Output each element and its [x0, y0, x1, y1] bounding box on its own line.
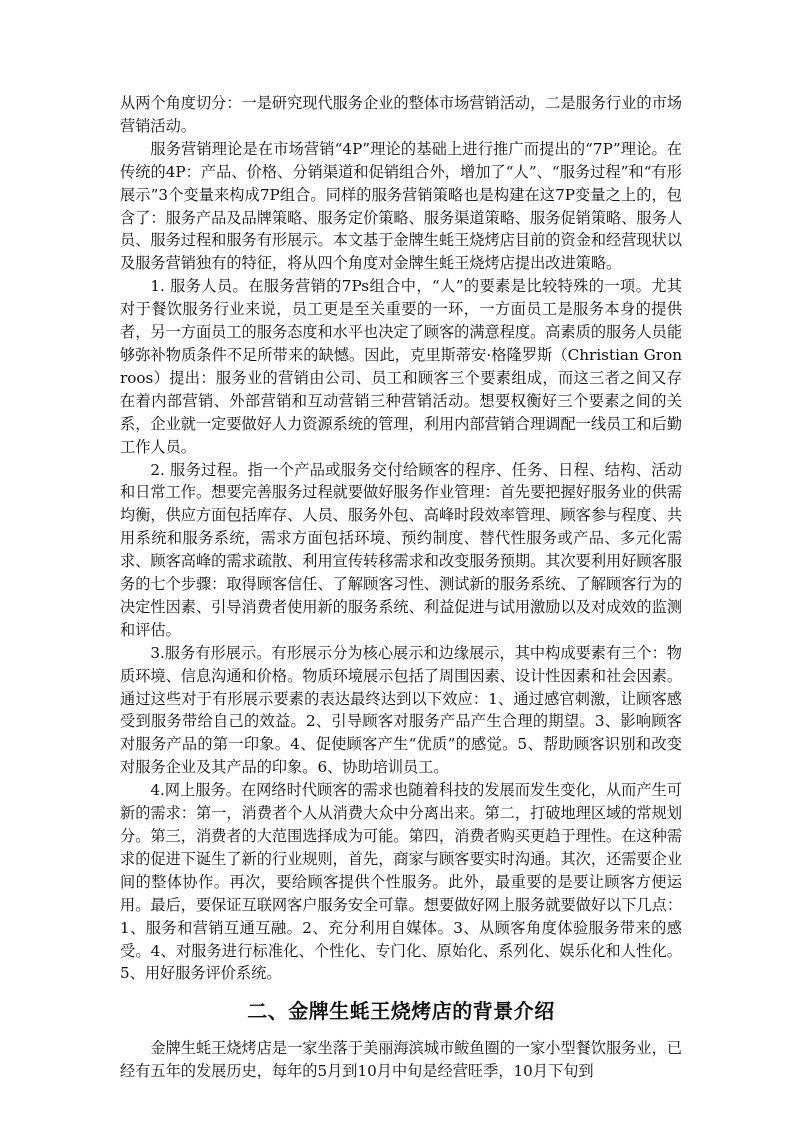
- paragraph-background-intro: 金牌生蚝王烧烤店是一家坐落于美丽海滨城市鲅鱼圈的一家小型餐饮服务业，已经有五年的发展历史，每年的5月到10月中旬是经营旺季，10月下旬到: [120, 1039, 682, 1081]
- section-heading: 二、金牌生蚝王烧烤店的背景介绍: [247, 999, 555, 1024]
- paragraph-online-service: 4.网上服务。在网络时代顾客的需求也随着科技的发展而发生变化，从而产生可新的需求：第一，消费者个人从消费大众中分离出来。第二，打破地理区域的常规划分。第三，消费者的大范围选择成为可能。第四，消费者购买更趋于理性。在这种需求的促进下诞生了新的行业规则，首先，商家与顾客要实时沟通。其次，还需要企业间的整体协作。再次，要给顾客提供个性服务。此外，最重要的是要让顾客方便运用。最后，要保证互联网客户服务安全可靠。想要做好网上服务就要做好以下几点：1、服务和营销互通互融。2、充分利用自媒体。3、从顾客角度体验服务带来的感受。4、对服务进行标准化、个性化、专门化、原始化、系列化、娱乐化和人性化。5、用好服务评价系统。: [120, 781, 682, 983]
- paragraph-continuation: 从两个角度切分：一是研究现代服务企业的整体市场营销活动，二是服务行业的市场营销活动。: [120, 94, 682, 135]
- paragraph-service-staff: 1. 服务人员。在服务营销的7Ps组合中，“人”的要素是比较特殊的一项。尤其对于餐饮服务行业来说，员工更是至关重要的一环，一方面员工是服务本身的提供者，另一方面员工的服务态度和水平也决定了顾客的满意程度。高素质的服务人员能够弥补物质条件不足所带来的缺憾。因此，克里斯蒂安·格隆罗斯（Christian Gronroos）提出：服务业的营销由公司、员工和顾客三个要素组成，而这三者之间又存在着内部营销、外部营销和互动营销三种营销活动。想要权衡好三个要素之间的关系，企业就一定要做好人力资源系统的管理，利用内部营销合理调配一线员工和后勤工作人员。: [120, 277, 682, 456]
- document-body: [120, 92, 682, 1083]
- paragraph-physical-evidence: 3.服务有形展示。有形展示分为核心展示和边缘展示，其中构成要素有三个：物质环境、信息沟通和价格。物质环境展示包括了周围因素、设计性因素和社会因素。通过这些对于有形展示要素的表达最终达到以下效应：1、通过感官刺激，让顾客感受到服务带给自己的效益。2、引导顾客对服务产品产生合理的期望。3、影响顾客对服务产品的第一印象。4、促使顾客产生“优质”的感觉。5、帮助顾客识别和改变对服务企业及其产品的印象。6、协助培训员工。: [120, 643, 682, 777]
- paragraph-service-process: 2. 服务过程。指一个产品或服务交付给顾客的程序、任务、日程、结构、活动和日常工作。想要完善服务过程就要做好服务作业管理：首先要把握好服务业的供需均衡，供应方面包括库存、人员、服务外包、高峰时段效率管理、顾客参与程度、共用系统和服务系统，需求方面包括环境、预约制度、替代性服务或产品、多元化需求、顾客高峰的需求疏散、利用宣传转移需求和改变服务预期。其次要利用好顾客服务的七个步骤：取得顾客信任、了解顾客习性、测试新的服务系统、了解顾客行为的决定性因素、引导消费者使用新的服务系统、利益促进与试用激励以及对成效的监测和评估。: [120, 460, 682, 639]
- paragraph-7p-theory: 服务营销理论是在市场营销“4P”理论的基础上进行推广而提出的“7P”理论。在传统的4P：产品、价格、分销渠道和促销组合外，增加了“人”、“服务过程”和“有形展示”3个变量来构成7P组合。同样的服务营销策略也是构建在这7P变量之上的，包含了：服务产品及品牌策略、服务定价策略、服务渠道策略、服务促销策略、服务人员、服务过程和服务有形展示。本文基于金牌生蚝王烧烤店目前的资金和经营现状以及服务营销独有的特征，将从四个角度对金牌生蚝王烧烤店提出改进策略。: [120, 139, 682, 273]
